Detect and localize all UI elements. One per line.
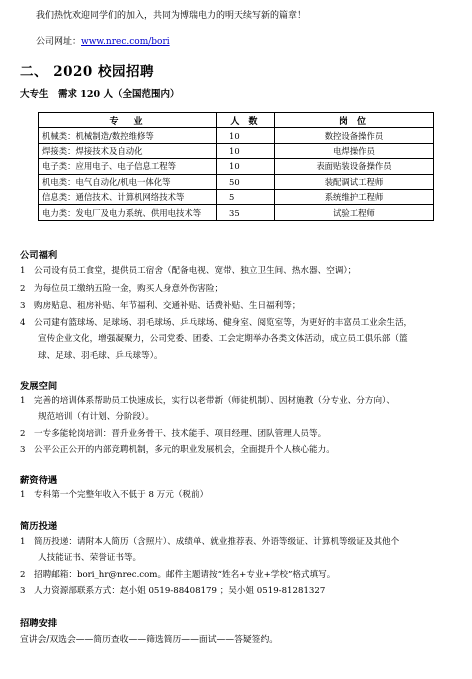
table-row bbox=[39, 189, 434, 204]
cell-major: 焊接类：焊接技术及自动化 bbox=[39, 143, 217, 158]
cell-position: 系统维护工程师 bbox=[275, 189, 434, 204]
item-text: 人力资源部联系方式：赵小姐 0519-88408179 ；吴小姐 0519-81281327 bbox=[34, 586, 326, 596]
header-major: 专 业 bbox=[39, 113, 217, 128]
table-row bbox=[39, 174, 434, 189]
item-number: 3 bbox=[20, 301, 26, 311]
recruitment-table bbox=[38, 112, 434, 221]
cell-count: 35 bbox=[217, 205, 275, 220]
cell-position: 装配调试工程师 bbox=[275, 174, 434, 189]
item-continuation: 规范培训（有计划、分阶段）。 bbox=[38, 412, 155, 422]
list-item bbox=[20, 282, 223, 294]
header-count: 人 数 bbox=[217, 113, 275, 128]
resume-title: 简历投递 bbox=[20, 521, 58, 532]
item-number: 1 bbox=[20, 266, 26, 276]
growth-title: 发展空间 bbox=[20, 381, 58, 392]
table-row bbox=[39, 143, 434, 158]
list-item bbox=[20, 535, 399, 547]
item-text: 公司建有篮球场、足球场、羽毛球场、乒乓球场、健身室、阅览室等，为更好的丰富员工业余生活， bbox=[34, 318, 413, 328]
item-text: 公平公正公开的内部竞聘机制，多元的职业发展机会，全面提升个人核心能力。 bbox=[34, 445, 335, 455]
cell-major: 机电类：电气自动化/机电一体化等 bbox=[39, 174, 217, 189]
salary-title: 薪资待遇 bbox=[20, 475, 58, 486]
item-continuation: 人技能证书、荣誉证书等。 bbox=[38, 553, 142, 563]
list-item bbox=[20, 568, 335, 580]
process-flow: 宣讲会/双选会——简历查收——筛选简历——面试——答疑签约。 bbox=[20, 635, 279, 645]
list-item bbox=[20, 264, 356, 276]
item-number: 1 bbox=[20, 396, 26, 406]
website-label: 公司网址： bbox=[36, 37, 82, 47]
cell-position: 电焊操作员 bbox=[275, 143, 434, 158]
cell-position: 表面贴装设备操作员 bbox=[275, 159, 434, 174]
item-text: 公司设有员工食堂，提供员工宿舍（配备电视、宽带、独立卫生间、热水器、空调）； bbox=[34, 266, 357, 276]
list-item bbox=[20, 316, 412, 328]
item-text: 完善的培训体系帮助员工快速成长，实行以老带新（师徒机制）、因材施教（分专业、分方向）、 bbox=[34, 396, 395, 406]
item-text: 一专多能轮岗培训：晋升业务骨干、技术能手、项目经理、团队管理人员等。 bbox=[34, 429, 327, 439]
cell-count: 5 bbox=[217, 189, 275, 204]
section-subtitle: 大专生 需求 120 人（全国范围内） bbox=[20, 89, 180, 100]
website-line bbox=[36, 34, 170, 47]
item-number: 2 bbox=[20, 429, 26, 439]
list-item bbox=[20, 299, 300, 311]
cell-position: 试验工程师 bbox=[275, 205, 434, 220]
intro-text: 我们热忱欢迎同学们的加入，共同为博瑞电力的明天续写新的篇章！ bbox=[36, 11, 307, 21]
process-title: 招聘安排 bbox=[20, 618, 58, 629]
table-row bbox=[39, 205, 434, 220]
item-text: 招聘邮箱：bori_hr@nrec.com。邮件主题请按“姓名+专业+学校”格式填写。 bbox=[34, 570, 336, 580]
cell-major: 电力类：发电厂及电力系统、供用电技术等 bbox=[39, 205, 217, 220]
item-continuation: 宣传企业文化，增强凝聚力，公司党委、团委、工会定期举办各类文体活动，成立员工俱乐部（篮 bbox=[38, 334, 408, 344]
item-text: 为每位员工缴纳五险一金，购买人身意外伤害险； bbox=[34, 284, 224, 294]
item-number: 4 bbox=[20, 318, 26, 328]
section-title: 二、 2020 校园招聘 bbox=[20, 64, 154, 80]
cell-count: 10 bbox=[217, 159, 275, 174]
website-link[interactable]: www.nrec.com/bori bbox=[81, 37, 170, 47]
item-text: 专科第一个完整年收入不低于 8 万元（税前） bbox=[34, 490, 209, 500]
table-row bbox=[39, 159, 434, 174]
welfare-title: 公司福利 bbox=[20, 250, 58, 261]
list-item bbox=[20, 488, 208, 500]
item-text: 简历投递：请附本人简历（含照片）、成绩单、就业推荐表、外语等级证、计算机等级证及其他个 bbox=[34, 537, 400, 547]
cell-count: 50 bbox=[217, 174, 275, 189]
item-continuation: 球、足球、羽毛球、乒乓球等）。 bbox=[38, 351, 163, 361]
item-number: 3 bbox=[20, 445, 26, 455]
list-item bbox=[20, 584, 325, 596]
cell-major: 信息类：通信技术、计算机网络技术等 bbox=[39, 189, 217, 204]
cell-major: 电子类：应用电子、电子信息工程等 bbox=[39, 159, 217, 174]
list-item bbox=[20, 427, 326, 439]
item-number: 1 bbox=[20, 537, 26, 547]
list-item bbox=[20, 394, 395, 406]
item-text: 购房贴息、租房补贴、年节福利、交通补贴、话费补贴、生日福利等； bbox=[34, 301, 301, 311]
table-header-row bbox=[39, 113, 434, 128]
cell-count: 10 bbox=[217, 128, 275, 143]
cell-major: 机械类：机械制造/数控维修等 bbox=[39, 128, 217, 143]
item-number: 1 bbox=[20, 490, 26, 500]
header-position: 岗 位 bbox=[275, 113, 434, 128]
list-item bbox=[20, 443, 335, 455]
cell-position: 数控设备操作员 bbox=[275, 128, 434, 143]
item-number: 3 bbox=[20, 586, 26, 596]
item-number: 2 bbox=[20, 570, 26, 580]
table-row bbox=[39, 128, 434, 143]
cell-count: 10 bbox=[217, 143, 275, 158]
item-number: 2 bbox=[20, 284, 26, 294]
